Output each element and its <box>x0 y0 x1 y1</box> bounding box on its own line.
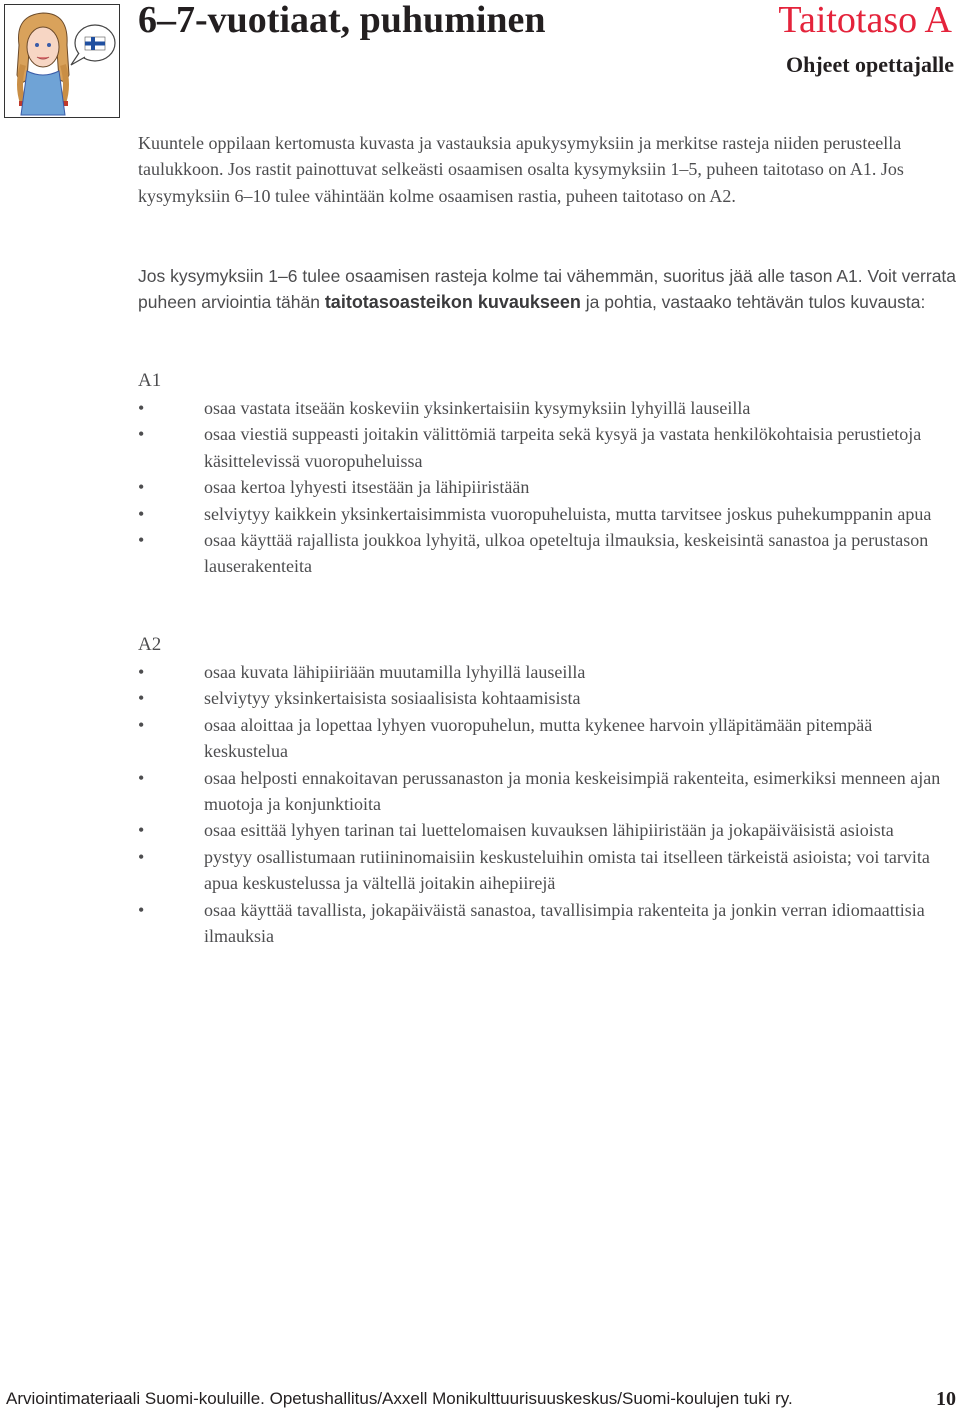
scale-reference-text: taitotasoasteikon kuvaukseen <box>324 292 581 313</box>
list-item-text: selviytyy yksinkertaisista sosiaalisista kohtaamisista <box>204 688 581 709</box>
intro-paragraph-1: Kuuntele oppilaan kertomusta kuvasta ja vastauksia apukysymyksiin ja merkitse rasteja niiden perusteella taulukkoon. Jos rastit painottuvat selkeästi osaamisen osalta kysymyksiin 1–5, puheen taitotaso on A1. Jos kysymyksiin 6–10 tulee vähintään kolme osaamisen rastia, puheen taitotaso on A2. <box>138 133 904 206</box>
list-item-text: osaa esittää lyhyen tarinan tai luettelomaisen kuvauksen lähipiiristään ja jokapäiväisistä asioista <box>204 820 894 841</box>
list-item <box>138 421 958 474</box>
bullet-icon: • <box>138 767 145 788</box>
page-subtitle: Ohjeet opettajalle <box>786 52 954 77</box>
list-item-text: osaa käyttää rajallista joukkoa lyhyitä, ulkoa opeteltuja ilmauksia, keskeisintä sanastoa ja perustason lauserakenteita <box>204 530 929 577</box>
bullet-icon: • <box>138 503 145 524</box>
page-title: 6–7-vuotiaat, puhuminen <box>138 0 546 41</box>
bullet-icon: • <box>138 398 145 418</box>
list-item <box>138 817 958 843</box>
list-item <box>138 685 958 711</box>
bullet-icon: • <box>138 846 145 867</box>
list-item <box>138 395 958 421</box>
girl-illustration <box>4 4 120 118</box>
list-item <box>138 897 958 950</box>
list-item-text: osaa vastata itseään koskeviin yksinkertaisiin kysymyksiin lyhyillä lauseilla <box>204 398 751 418</box>
list-item <box>138 501 958 527</box>
list-item-text: osaa helposti ennakoitavan perussanaston ja monia keskeisimpiä rakenteita, esimerkiksi menneen ajan muotoja ja konjunktioita <box>204 767 941 815</box>
section-label-a1: A1 <box>138 370 162 391</box>
level-heading: Taitotaso A <box>778 0 952 41</box>
list-item <box>138 712 958 765</box>
list-item <box>138 527 958 580</box>
a1-descriptor-list <box>138 395 958 580</box>
list-item <box>138 474 958 500</box>
footer-credits: Arviointimateriaali Suomi-kouluille. Opetushallitus/Axxell Monikulttuurisuuskeskus/Suomi-koulujen tuki ry. <box>6 1389 793 1408</box>
bullet-icon: • <box>138 688 145 709</box>
bullet-icon: • <box>138 820 145 841</box>
list-item-text: osaa kertoa lyhyesti itsestään ja lähipiiristään <box>204 477 530 498</box>
list-item <box>138 659 958 685</box>
intro-paragraph-2-text-a: Jos kysymyksiin 1–6 tulee osaamisen rasteja kolme tai vähemmän, suoritus jää alle tason A1. Voit verrata puheen arviointia tähän <box>138 266 957 313</box>
bullet-icon: • <box>138 424 145 445</box>
section-label-a2: A2 <box>138 634 162 655</box>
list-item-text: osaa käyttää tavallista, jokapäiväistä sanastoa, tavallisimpia rakenteita ja jonkin verran idiomaattisia ilmauksia <box>204 899 925 947</box>
list-item-text: osaa aloittaa ja lopettaa lyhyen vuoropuhelun, mutta kykenee harvoin ylläpitämään pitempää keskustelua <box>204 714 873 762</box>
intro-paragraph-2 <box>138 263 958 316</box>
bullet-icon: • <box>138 899 145 920</box>
bullet-icon: • <box>138 530 145 551</box>
intro-paragraph-2-text-b: ja pohtia, vastaako tehtävän tulos kuvausta: <box>580 292 926 313</box>
bullet-icon: • <box>138 477 145 498</box>
list-item-text: osaa kuvata lähipiiriään muutamilla lyhyillä lauseilla <box>204 662 586 682</box>
list-item-text: selviytyy kaikkein yksinkertaisimmista vuoropuheluista, mutta tarvitsee joskus puhekumppanin apua <box>204 503 932 524</box>
list-item <box>138 844 958 897</box>
page-number: 10 <box>936 1388 956 1410</box>
list-item <box>138 765 958 818</box>
list-item-text: osaa viestiä suppeasti joitakin välittömiä tarpeita sekä kysyä ja vastata henkilökohtaisia perustietoja käsittelevissä vuoropuheluissa <box>204 424 922 471</box>
bullet-icon: • <box>138 662 145 682</box>
bullet-icon: • <box>138 714 145 735</box>
list-item-text: pystyy osallistumaan rutiininomaisiin keskusteluihin omista tai itselleen tärkeistä asioista; voi tarvita apua keskustelussa ja vältellä joitakin aihepiirejä <box>204 846 930 894</box>
a2-descriptor-list <box>138 659 958 949</box>
